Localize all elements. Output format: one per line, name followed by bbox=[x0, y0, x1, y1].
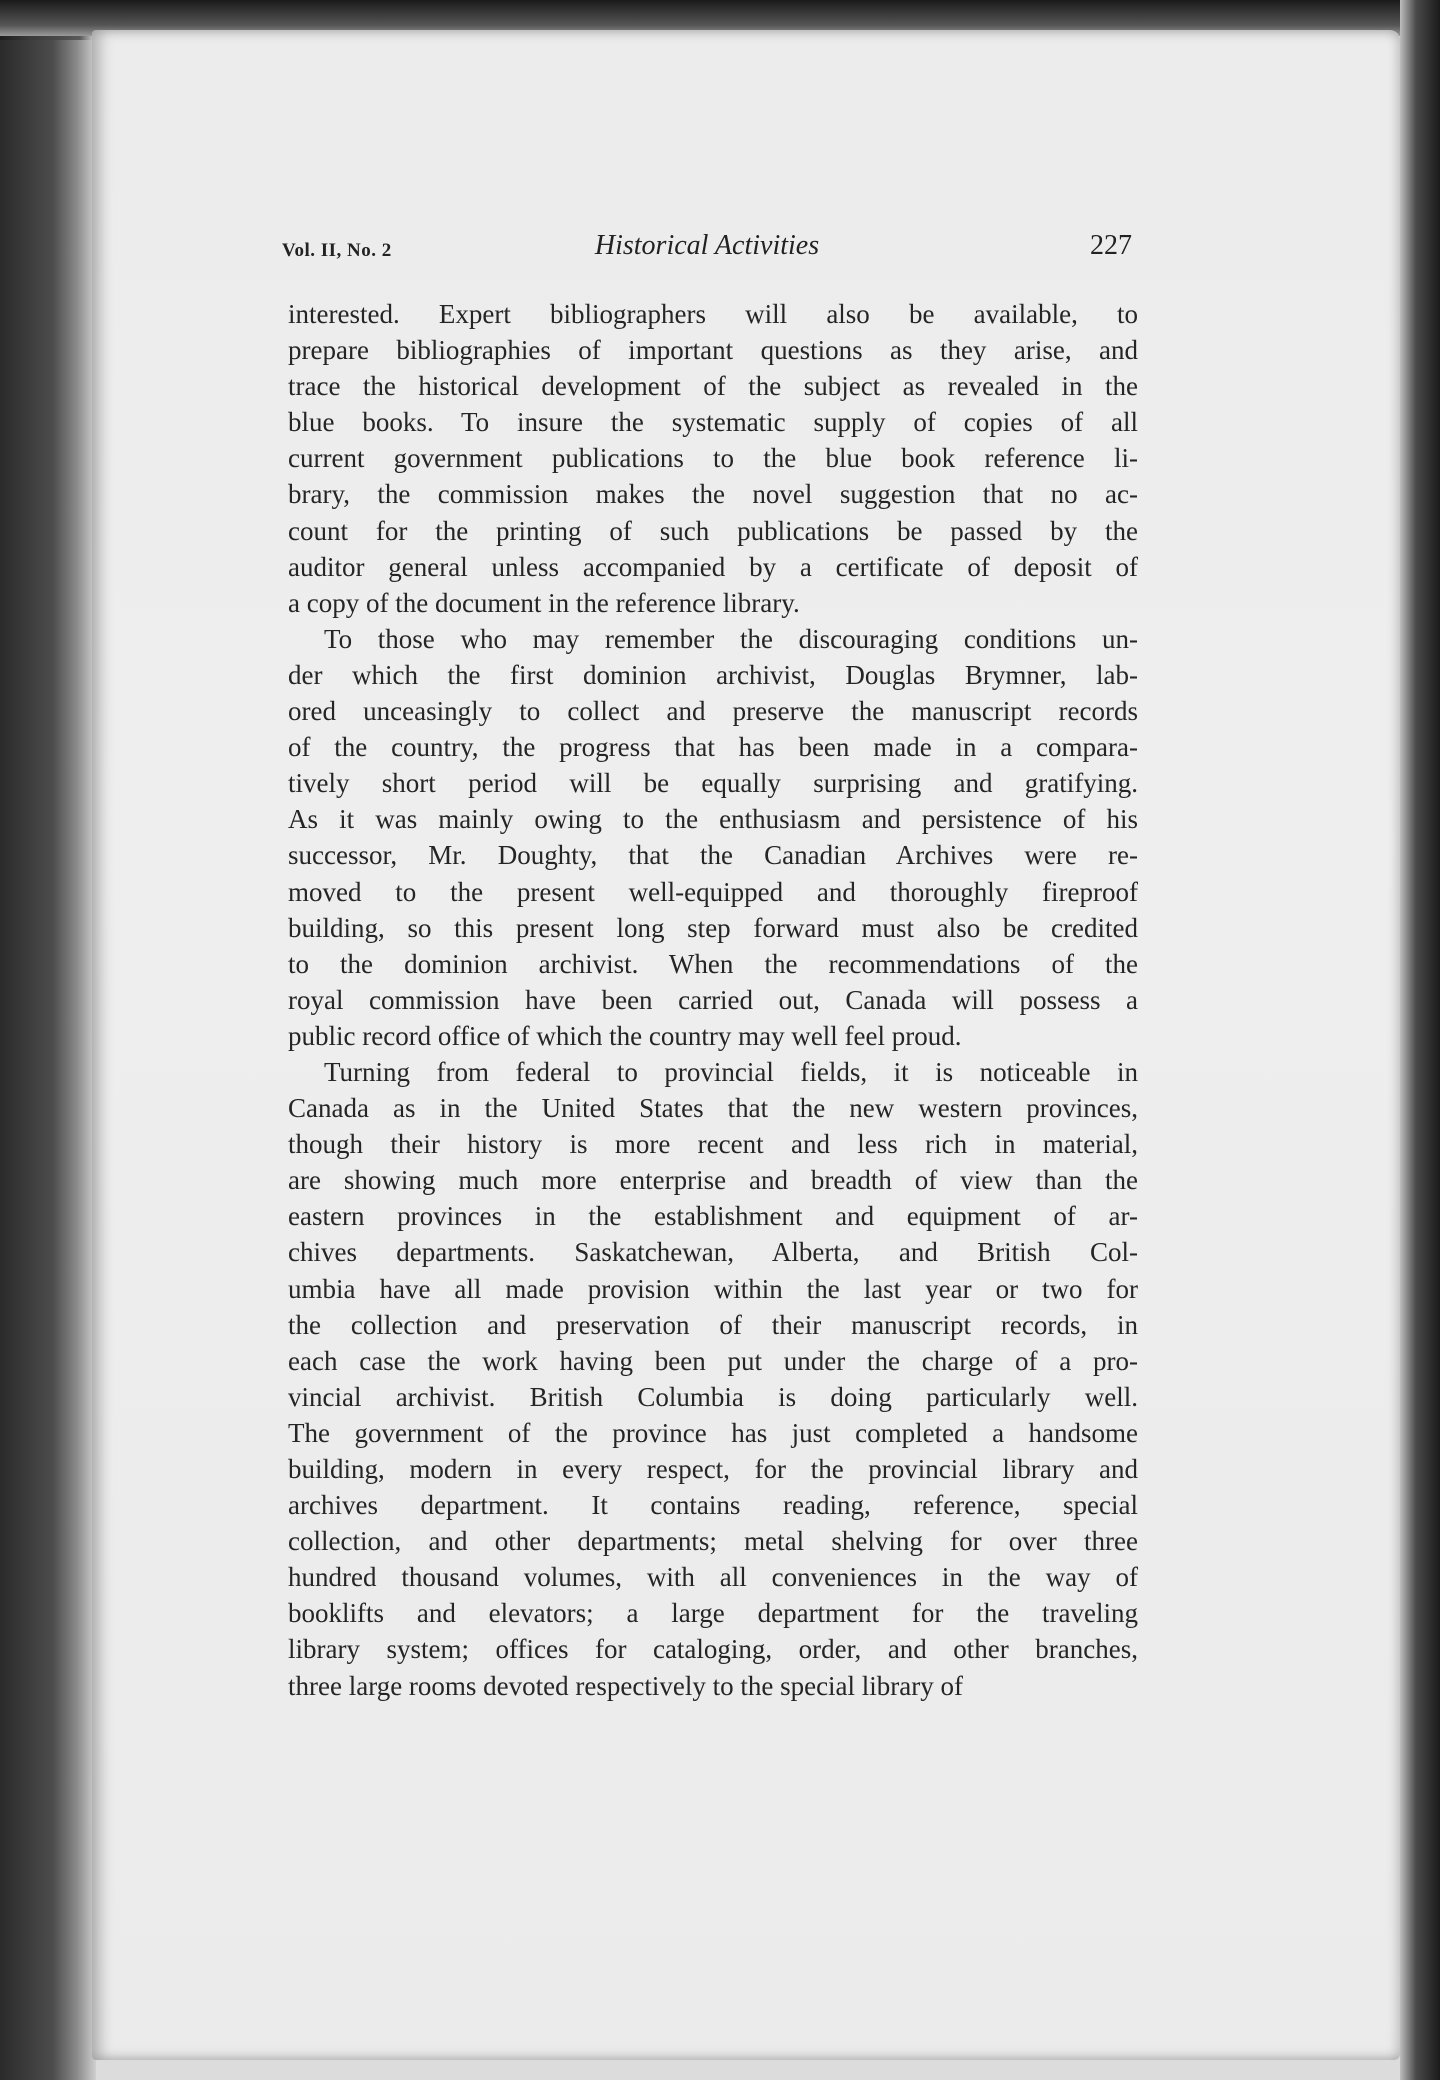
text-line: a copy of the document in the reference library. bbox=[288, 587, 800, 618]
text-line: to the dominion archivist. When the recommendations of the bbox=[288, 948, 1138, 979]
text-line: count for the printing of such publications be passed by the bbox=[288, 515, 1138, 546]
text-line: umbia have all made provision within the last year or two for bbox=[288, 1273, 1138, 1304]
text-line: vincial archivist. British Columbia is doing particularly well. bbox=[288, 1381, 1138, 1412]
text-line: building, modern in every respect, for the provincial library and bbox=[288, 1454, 1138, 1484]
volume-issue-label: Vol. II, No. 2 bbox=[282, 240, 392, 261]
text-line: der which the first dominion archivist, Douglas Brymner, lab- bbox=[288, 659, 1138, 690]
body-text bbox=[288, 296, 1138, 1704]
text-line: booklifts and elevators; a large department for the traveling bbox=[288, 1598, 1138, 1629]
text-line: blue books. To insure the systematic supply of copies of all bbox=[288, 407, 1138, 438]
text-line: ored unceasingly to collect and preserve the manuscript records bbox=[288, 696, 1138, 727]
text-line: brary, the commission makes the novel suggestion that no ac- bbox=[288, 479, 1138, 510]
text-line: successor, Mr. Doughty, that the Canadian Archives were re- bbox=[288, 840, 1138, 871]
text-line: public record office of which the country may well feel proud. bbox=[288, 1020, 962, 1051]
text-line: three large rooms devoted respectively to the special library of bbox=[288, 1670, 963, 1701]
text-line: library system; offices for cataloging, order, and other branches, bbox=[288, 1634, 1138, 1665]
text-line: are showing much more enterprise and breadth of view than the bbox=[288, 1165, 1138, 1196]
text-line: hundred thousand volumes, with all conveniences in the way of bbox=[288, 1562, 1138, 1593]
text-line: current government publications to the blue book reference li- bbox=[288, 443, 1138, 474]
text-line: trace the historical development of the subject as revealed in the bbox=[288, 371, 1138, 402]
facing-page-edge bbox=[0, 40, 96, 2080]
text-line: the collection and preservation of their manuscript records, in bbox=[288, 1309, 1138, 1340]
text-line: chives departments. Saskatchewan, Alberta, and British Col- bbox=[288, 1237, 1138, 1268]
text-line: tively short period will be equally surprising and gratifying. bbox=[288, 768, 1138, 799]
text-line: prepare bibliographies of important questions as they arise, and bbox=[288, 335, 1138, 366]
section-title: Historical Activities bbox=[594, 230, 820, 261]
text-line: As it was mainly owing to the enthusiasm and persistence of his bbox=[288, 804, 1138, 835]
running-head bbox=[282, 230, 1132, 270]
text-line: To those who may remember the discouraging conditions un- bbox=[324, 623, 1138, 654]
text-line: eastern provinces in the establishment and equipment of ar- bbox=[288, 1201, 1138, 1232]
text-line: royal commission have been carried out, Canada will possess a bbox=[288, 984, 1138, 1015]
page-number: 227 bbox=[1090, 230, 1132, 261]
text-line: Turning from federal to provincial fields, it is noticeable in bbox=[324, 1056, 1138, 1087]
text-line: Canada as in the United States that the new western provinces, bbox=[288, 1093, 1138, 1124]
text-line: collection, and other departments; metal shelving for over three bbox=[288, 1526, 1138, 1557]
text-line: The government of the province has just completed a handsome bbox=[288, 1417, 1138, 1448]
text-line: of the country, the progress that has been made in a compara- bbox=[288, 732, 1138, 763]
text-line: archives department. It contains reading, reference, special bbox=[288, 1490, 1138, 1521]
text-line: though their history is more recent and less rich in material, bbox=[288, 1129, 1138, 1160]
text-line: auditor general unless accompanied by a certificate of deposit of bbox=[288, 551, 1138, 582]
text-line: building, so this present long step forward must also be credited bbox=[288, 912, 1138, 943]
text-line: interested. Expert bibliographers will also be available, to bbox=[288, 299, 1138, 329]
scan-right-edge bbox=[1400, 0, 1440, 2080]
text-line: each case the work having been put under the charge of a pro- bbox=[288, 1345, 1138, 1376]
text-line: moved to the present well-equipped and thoroughly fireproof bbox=[288, 876, 1138, 907]
